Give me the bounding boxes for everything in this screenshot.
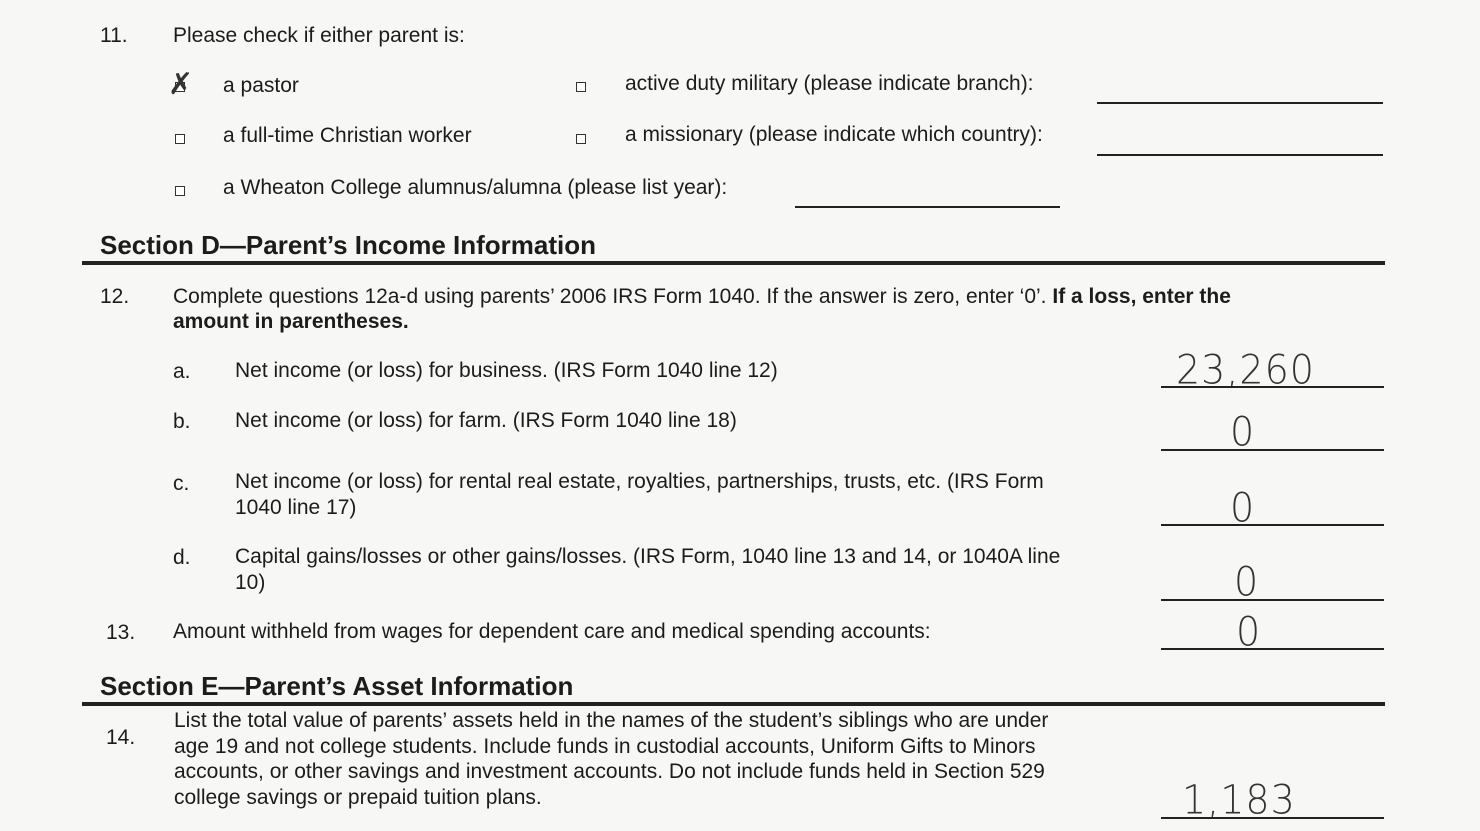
checkbox-missionary[interactable]: [576, 134, 586, 144]
q14-answer-line: [1161, 817, 1384, 819]
q12a-answer[interactable]: 23,260: [1176, 346, 1315, 394]
q12c-text-line1: Net income (or loss) for rental real estate, royalties, partnerships, trusts, etc. (IRS Form: [235, 470, 1044, 493]
q12d-text-line2: 10): [235, 571, 266, 594]
checkbox-military[interactable]: [576, 82, 586, 92]
q12-intro-line2: [173, 309, 409, 335]
q12a-letter: a.: [173, 360, 191, 383]
checkbox-christian-worker[interactable]: [175, 134, 185, 144]
q12b-answer[interactable]: 0: [1230, 408, 1256, 456]
q14-text-line2: age 19 and not college students. Include funds in custodial accounts, Uniform Gifts to Minors: [174, 735, 1036, 758]
section-e-title: Section E—Parent’s Asset Information: [100, 671, 574, 701]
q12-number: 12.: [100, 285, 130, 308]
q12a-text: Net income (or loss) for business. (IRS Form 1040 line 12): [235, 359, 778, 382]
q12c-letter: c.: [173, 472, 190, 495]
q13-answer-line: [1161, 648, 1384, 650]
check-mark-icon: ✗: [168, 67, 194, 102]
q12c-text-line2: 1040 line 17): [235, 496, 357, 519]
option-label-missionary: a missionary (please indicate which country):: [625, 123, 1043, 146]
q12b-letter: b.: [173, 410, 191, 433]
option-label-pastor: a pastor: [223, 74, 299, 97]
section-e-divider: [82, 702, 1385, 706]
q12-intro: Complete questions 12a-d using parents’ 2006 IRS Form 1040. If the answer is zero, enter ‘0’.: [173, 285, 1047, 308]
q12b-text: Net income (or loss) for farm. (IRS Form 1040 line 18): [235, 409, 737, 432]
q12-intro-bold-2: amount in parentheses.: [173, 310, 409, 333]
checkbox-alumnus[interactable]: [175, 186, 185, 196]
option-label-military: active duty military (please indicate branch):: [625, 72, 1034, 95]
q13-text: Amount withheld from wages for dependent care and medical spending accounts:: [173, 620, 931, 643]
q12-intro-line1: [173, 284, 1231, 310]
q12c-answer[interactable]: 0: [1230, 484, 1256, 532]
q13-number: 13.: [106, 621, 136, 644]
option-label-alumnus: a Wheaton College alumnus/alumna (please list year):: [223, 176, 728, 199]
section-d-divider: [82, 261, 1385, 265]
q14-text-line4: college savings or prepaid tuition plans.: [174, 786, 542, 809]
q11-prompt: Please check if either parent is:: [173, 24, 465, 47]
alumnus-year-field[interactable]: [795, 206, 1060, 208]
missionary-country-field[interactable]: [1097, 154, 1383, 156]
section-d-title: Section D—Parent’s Income Information: [100, 230, 597, 260]
q12a-answer-line: [1161, 386, 1384, 388]
q12d-answer[interactable]: 0: [1234, 558, 1260, 606]
q14-number: 14.: [106, 726, 136, 749]
q12c-answer-line: [1161, 524, 1384, 526]
q12-intro-bold-1: If a loss, enter the: [1052, 285, 1231, 308]
q13-answer[interactable]: 0: [1236, 608, 1262, 656]
q14-answer[interactable]: 1,183: [1182, 776, 1296, 824]
q12d-text-line1: Capital gains/losses or other gains/losses. (IRS Form, 1040 line 13 and 14, or 1040A line: [235, 545, 1061, 568]
q11-number: 11.: [100, 24, 128, 47]
military-branch-field[interactable]: [1097, 102, 1383, 104]
q14-text-line1: List the total value of parents’ assets held in the names of the student’s siblings who are under: [174, 709, 1049, 732]
option-label-christian-worker: a full-time Christian worker: [223, 124, 472, 147]
q12d-letter: d.: [173, 546, 191, 569]
q14-text-line3: accounts, or other savings and investment accounts. Do not include funds held in Section 529: [174, 760, 1045, 783]
q12d-answer-line: [1161, 599, 1384, 601]
q12b-answer-line: [1161, 449, 1384, 451]
